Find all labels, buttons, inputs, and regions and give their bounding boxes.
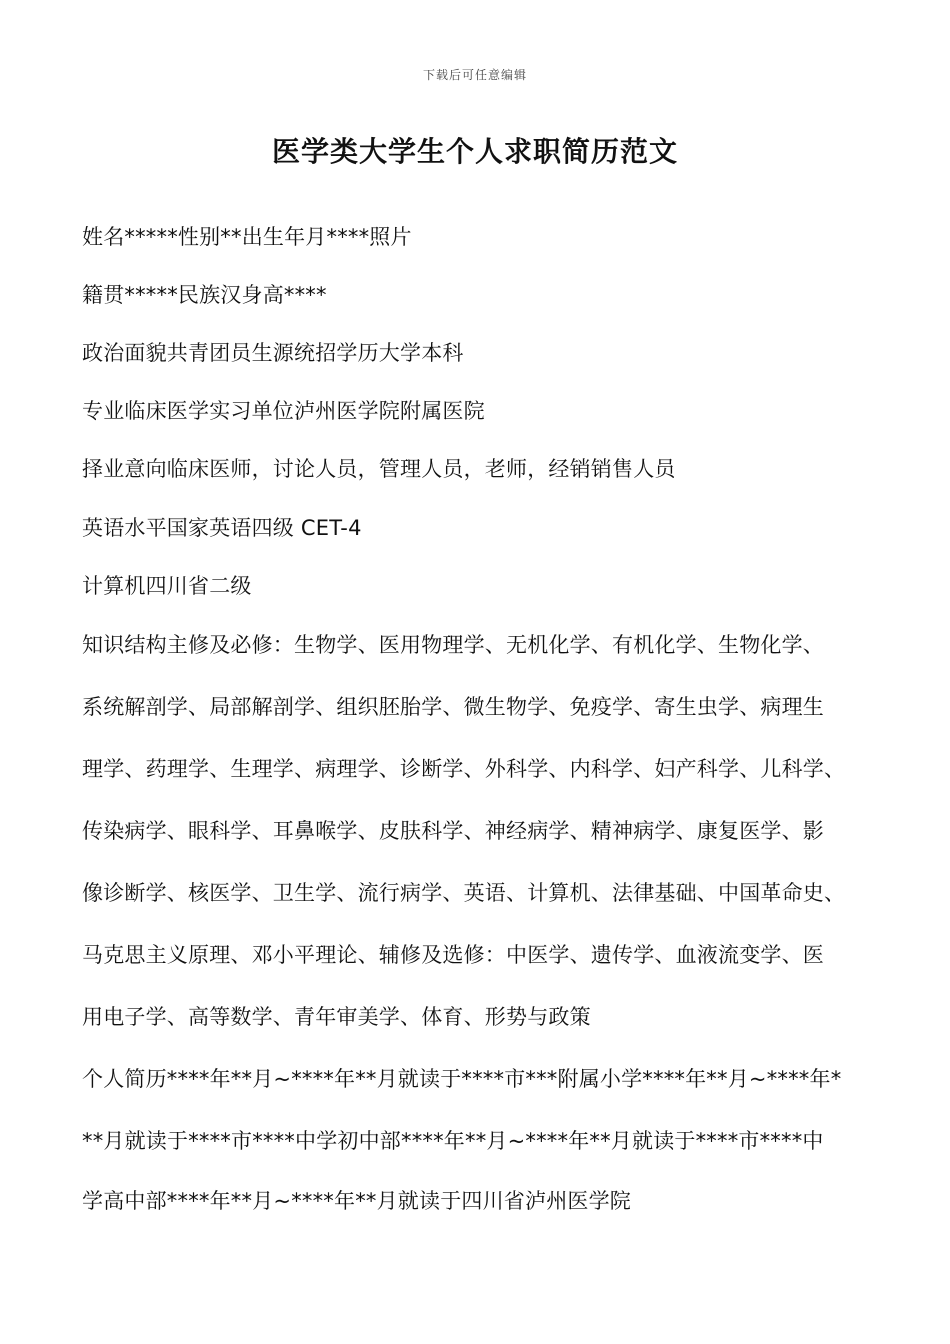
text-line-native-place: 籍贯*****民族汉身高**** [82,283,327,307]
text-line-knowledge-1: 知识结构主修及必修：生物学、医用物理学、无机化学、有机化学、生物化学、 [82,633,824,657]
text-line-resume-2: **月就读于****市****中学初中部****年**月~****年**月就读于****市****中 [82,1129,824,1153]
text-line-computer-level: 计算机四川省二级 [82,574,252,598]
text-line-major: 专业临床医学实习单位泸州医学院附属医院 [82,399,485,423]
text-line-political-status: 政治面貌共青团员生源统招学历大学本科 [82,341,464,365]
text-line-career-intention: 择业意向临床医师，讨论人员，管理人员，老师，经销销售人员 [82,457,676,481]
text-line-resume-1: 个人简历****年**月~****年**月就读于****市***附属小学****年**月~****年* [82,1067,842,1091]
text-line-english-level: 英语水平国家英语四级 CET-4 [82,516,362,540]
text-line-knowledge-4: 传染病学、眼科学、耳鼻喉学、皮肤科学、神经病学、精神病学、康复医学、影 [82,819,824,843]
text-line-knowledge-2: 系统解剖学、局部解剖学、组织胚胎学、微生物学、免疫学、寄生虫学、病理生 [82,695,824,719]
text-line-knowledge-7: 用电子学、高等数学、青年审美学、体育、形势与政策 [82,1005,591,1029]
text-line-knowledge-3: 理学、药理学、生理学、病理学、诊断学、外科学、内科学、妇产科学、儿科学、 [82,757,846,781]
text-line-knowledge-6: 马克思主义原理、邓小平理论、辅修及选修：中医学、遗传学、血液流变学、医 [82,943,824,967]
text-line-knowledge-5: 像诊断学、核医学、卫生学、流行病学、英语、计算机、法律基础、中国革命史、 [82,881,846,905]
text-line-resume-3: 学高中部****年**月~****年**月就读于四川省泸州医学院 [82,1189,631,1213]
header-note: 下载后可任意编辑 [422,68,527,82]
text-line-name: 姓名*****性别**出生年月****照片 [82,225,412,249]
document-title: 医学类大学生个人求职简历范文 [271,135,678,168]
